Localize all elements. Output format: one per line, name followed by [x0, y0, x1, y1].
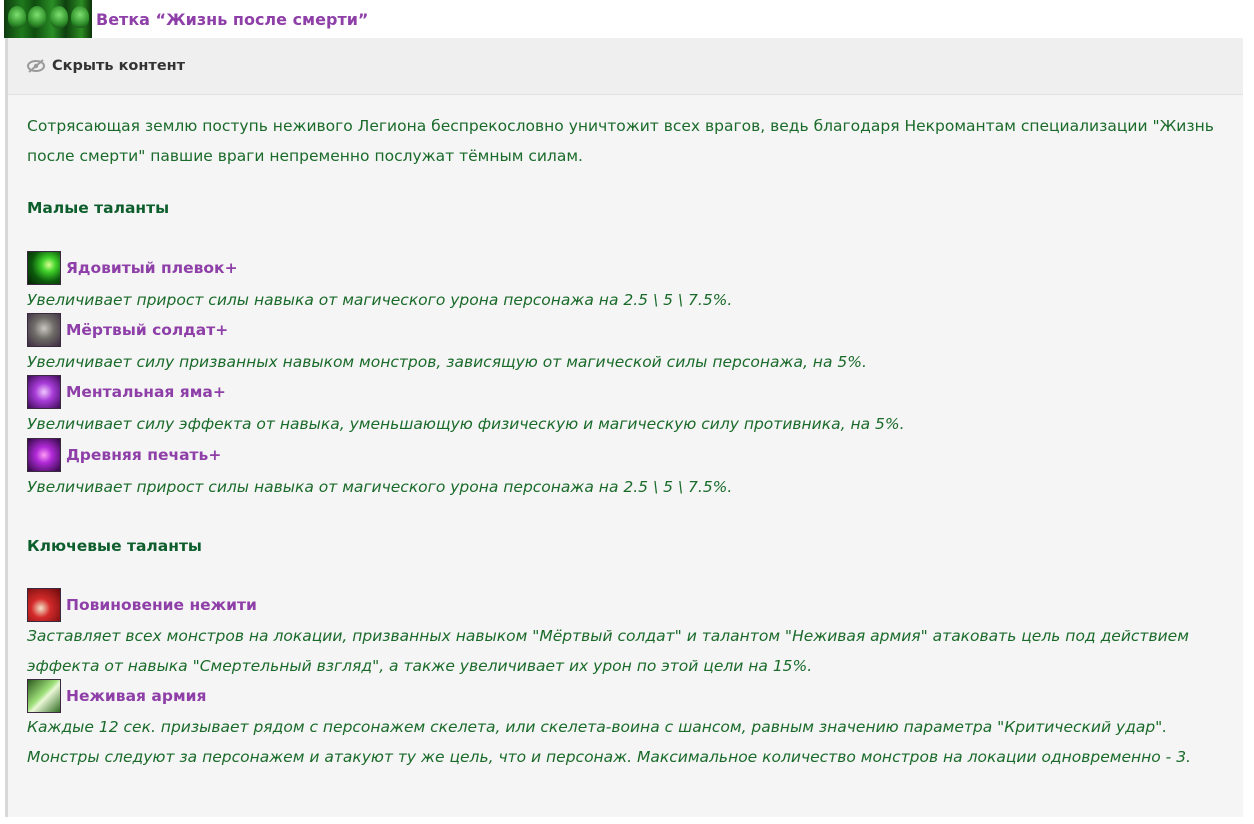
hide-content-label: Скрыть контент — [52, 58, 186, 74]
talent-name-link[interactable]: Ментальная яма+ — [66, 383, 226, 401]
talent-heading — [27, 375, 226, 409]
talent-heading — [27, 588, 257, 622]
talent-description: Увеличивает силу эффекта от навыка, уменьшающую физическую и магическую силу противника, на 5%. — [27, 415, 905, 433]
key-talents-title: Ключевые таланты — [27, 537, 202, 555]
ancient-seal-icon — [27, 438, 61, 472]
talent-description: Увеличивает прирост силы навыка от магического урона персонажа на 2.5 \ 5 \ 7.5%. — [27, 478, 733, 496]
talent-description: Увеличивает прирост силы навыка от магического урона персонажа на 2.5 \ 5 \ 7.5%. — [27, 291, 733, 309]
talent-name-link[interactable]: Неживая армия — [66, 687, 207, 705]
branch-title: Ветка “Жизнь после смерти” — [96, 9, 369, 29]
dead-soldier-icon — [27, 313, 61, 347]
skulls-icon — [4, 0, 92, 38]
undead-obedience-icon — [27, 588, 61, 622]
talent-name-link[interactable]: Повиновение нежити — [66, 596, 257, 614]
branch-header — [0, 0, 1254, 38]
spoiler-panel — [5, 38, 1243, 817]
talent-name-link[interactable]: Древняя печать+ — [66, 446, 222, 464]
talent-heading — [27, 251, 238, 285]
talent-name-link[interactable]: Мёртвый солдат+ — [66, 321, 229, 339]
branch-description: Сотрясающая землю поступь неживого Легиона беспрекословно уничтожит всех врагов, ведь благодаря Некромантам специализации "Жизнь после смерти" павшие враги непременно послужат тёмным силам. — [27, 117, 1214, 165]
talent-description: Каждые 12 сек. призывает рядом с персонажем скелета, или скелета-воина с шансом, равным значению параметра "Критический удар". Монстры следуют за персонажем и атакуют ту же цель, что и персонаж. Максимальное количество монстров на локации одновременно - 3. — [27, 718, 1191, 766]
eye-slash-icon — [26, 59, 46, 73]
mental-pit-icon — [27, 375, 61, 409]
minor-talents-title: Малые таланты — [27, 199, 170, 217]
undead-army-icon — [27, 679, 61, 713]
talent-name-link[interactable]: Ядовитый плевок+ — [66, 259, 238, 277]
talent-heading — [27, 313, 228, 347]
talent-description: Заставляет всех монстров на локации, призванных навыком "Мёртвый солдат" и талантом "Неживая армия" атаковать цель под действием эффекта от навыка "Смертельный взгляд", а также увеличивает их урон по этой цели на 15%. — [27, 627, 1189, 675]
talent-heading — [27, 679, 206, 713]
talent-description: Увеличивает силу призванных навыком монстров, зависящую от магической силы персонажа, на 5%. — [27, 353, 867, 371]
talent-heading — [27, 438, 221, 472]
hide-content-toggle[interactable] — [8, 38, 1243, 95]
poison-spit-icon — [27, 251, 61, 285]
